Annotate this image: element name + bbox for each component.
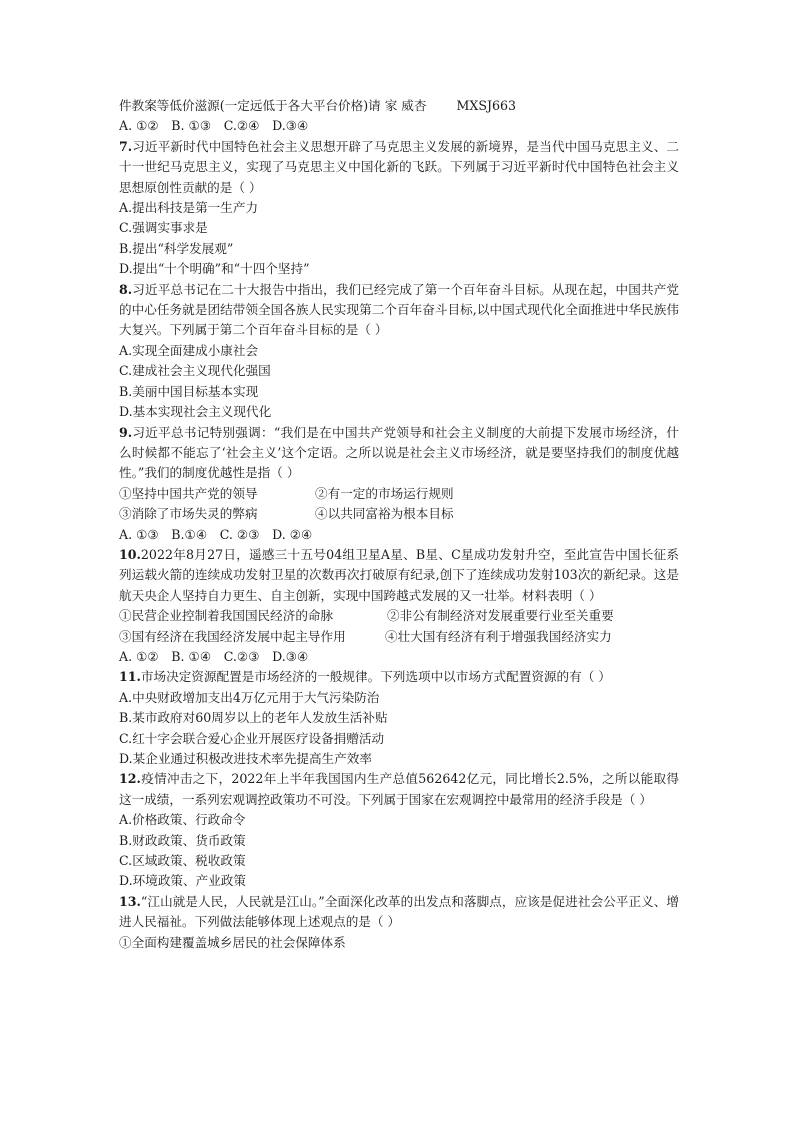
q9-item-3: ③消除了市场失灵的弊病 xyxy=(119,506,258,522)
q7-number: 7. xyxy=(119,138,133,154)
q13-stem: 13.“江山就是人民，人民就是江山。”全面深化改革的出发点和落脚点，应该是促进社会公平正义、增进人民福祉。下列做法能够体现上述观点的是（ ） xyxy=(119,893,679,930)
q13-number: 13. xyxy=(119,893,141,909)
watermark-text: 件教案等低价滋源(一定远低于各大平台价格)请 家 威杏 xyxy=(119,98,427,113)
q12-option-d: D.环境政策、产业政策 xyxy=(119,873,246,889)
q10-item-3: ③国有经济在我国经济发展中起主导作用 xyxy=(119,628,346,644)
q12-option-c: C.区域政策、税收政策 xyxy=(119,853,246,869)
q11-option-a: A.中央财政增加支出4万亿元用于大气污染防治 xyxy=(119,689,380,705)
q10-item-1: ①民营企业控制着我国国民经济的命脉 xyxy=(119,608,334,624)
q12-option-b: B.财政政策、货币政策 xyxy=(119,832,246,848)
q10-items-row-1 xyxy=(119,606,679,626)
q10-stem: 10.2022年8月27日，遥感三十五号04组卫星A星、B星、C星成功发射升空，至此宣告中国长征系列运载火箭的连续成功发射卫星的次数再次打破原有纪录,创下了连续成功发射103次的新纪录。这是航天央企人坚持自力更生、自主创新，实现中国跨越式发展的又一壮举。材料表明（ ） xyxy=(119,546,679,603)
q9-item-1: ①坚持中国共产党的领导 xyxy=(119,485,258,501)
q9-item-2: ②有一定的市场运行规则 xyxy=(315,485,454,501)
q7-option-d: D.提出“十个明确”和“十四个坚持” xyxy=(119,261,310,277)
q8-number: 8. xyxy=(119,281,133,297)
q13-item-1: ①全面构建覆盖城乡居民的社会保障体系 xyxy=(119,934,346,950)
q9-item-4: ④以共同富裕为根本目标 xyxy=(315,506,454,522)
q7-option-c: C.强调实事求是 xyxy=(119,220,208,236)
q12-number: 12. xyxy=(119,771,141,787)
q12-option-a: A.价格政策、行政命令 xyxy=(119,812,246,828)
q9-options: A. ①③ B.①④ C. ②③ D. ②④ xyxy=(119,526,313,542)
q10-item-2: ②非公有制经济对发展重要行业至关重要 xyxy=(387,608,614,624)
q10-item-4: ④壮大国有经济有利于增强我国经济实力 xyxy=(385,628,612,644)
header-line xyxy=(119,96,679,116)
q7-option-a: A.提出科技是第一生产力 xyxy=(119,200,259,216)
q11-option-b: B.某市政府对60周岁以上的老年人发放生活补贴 xyxy=(119,710,388,726)
q10-number: 10. xyxy=(119,546,141,562)
q12-stem: 12.疫情冲击之下，2022年上半年我国国内生产总值562642亿元，同比增长2.5%，之所以能取得这一成绩，一系列宏观调控政策功不可没。下列属于国家在宏观调控中最常用的经济手段是（ ） xyxy=(119,771,679,807)
q6-options: A. ①② B. ①③ C.②④ D.③④ xyxy=(119,118,309,134)
q8-option-d: D.基本实现社会主义现代化 xyxy=(119,404,272,420)
q8-option-a: A.实现全面建成小康社会 xyxy=(119,342,259,358)
q11-number: 11. xyxy=(119,669,141,685)
q7-stem: 7.习近平新时代中国特色社会主义思想开辟了马克思主义发展的新境界，是当代中国马克思主义、二十一世纪马克思主义，实现了马克思主义中国化新的飞跃。下列属于习近平新时代中国特色社会主义思想原创性贡献的是（ ） xyxy=(119,138,679,195)
document-code: MXSJ663 xyxy=(456,98,517,113)
q8-option-c: C.建成社会主义现代化强国 xyxy=(119,363,271,379)
q8-option-b: B.美丽中国目标基本实现 xyxy=(119,383,259,399)
q11-option-c: C.红十字会联合爱心企业开展医疗设备捐赠活动 xyxy=(119,730,385,746)
q10-items-row-2 xyxy=(119,627,679,647)
q9-number: 9. xyxy=(119,424,133,440)
q8-stem: 8.习近平总书记在二十大报告中指出，我们已经完成了第一个百年奋斗目标。从现在起，中国共产党的中心任务就是团结带领全国各族人民实现第二个百年奋斗目标,以中国式现代化全面推进中华民族伟大复兴。下列属于第二个百年奋斗目标的是（ ） xyxy=(119,281,679,338)
q9-stem: 9.习近平总书记特别强调：“我们是在中国共产党领导和社会主义制度的大前提下发展市场经济，什么时候都不能忘了‘社会主义’这个定语。之所以说是社会主义市场经济，就是要坚持我们的制度优越性。”我们的制度优越性是指（ ） xyxy=(119,424,679,481)
q10-options: A. ①② B. ①④ C.②③ D.③④ xyxy=(119,648,309,664)
q9-items-row-2 xyxy=(119,504,679,524)
q11-option-d: D.某企业通过积极改进技术率先提高生产效率 xyxy=(119,751,372,766)
q9-items-row-1 xyxy=(119,484,679,504)
q11-stem: 11.市场决定资源配置是市场经济的一般规律。下列选项中以市场方式配置资源的有（ ） xyxy=(119,669,611,685)
exam-page xyxy=(119,96,679,953)
q7-option-b: B.提出“科学发展观” xyxy=(119,240,234,256)
